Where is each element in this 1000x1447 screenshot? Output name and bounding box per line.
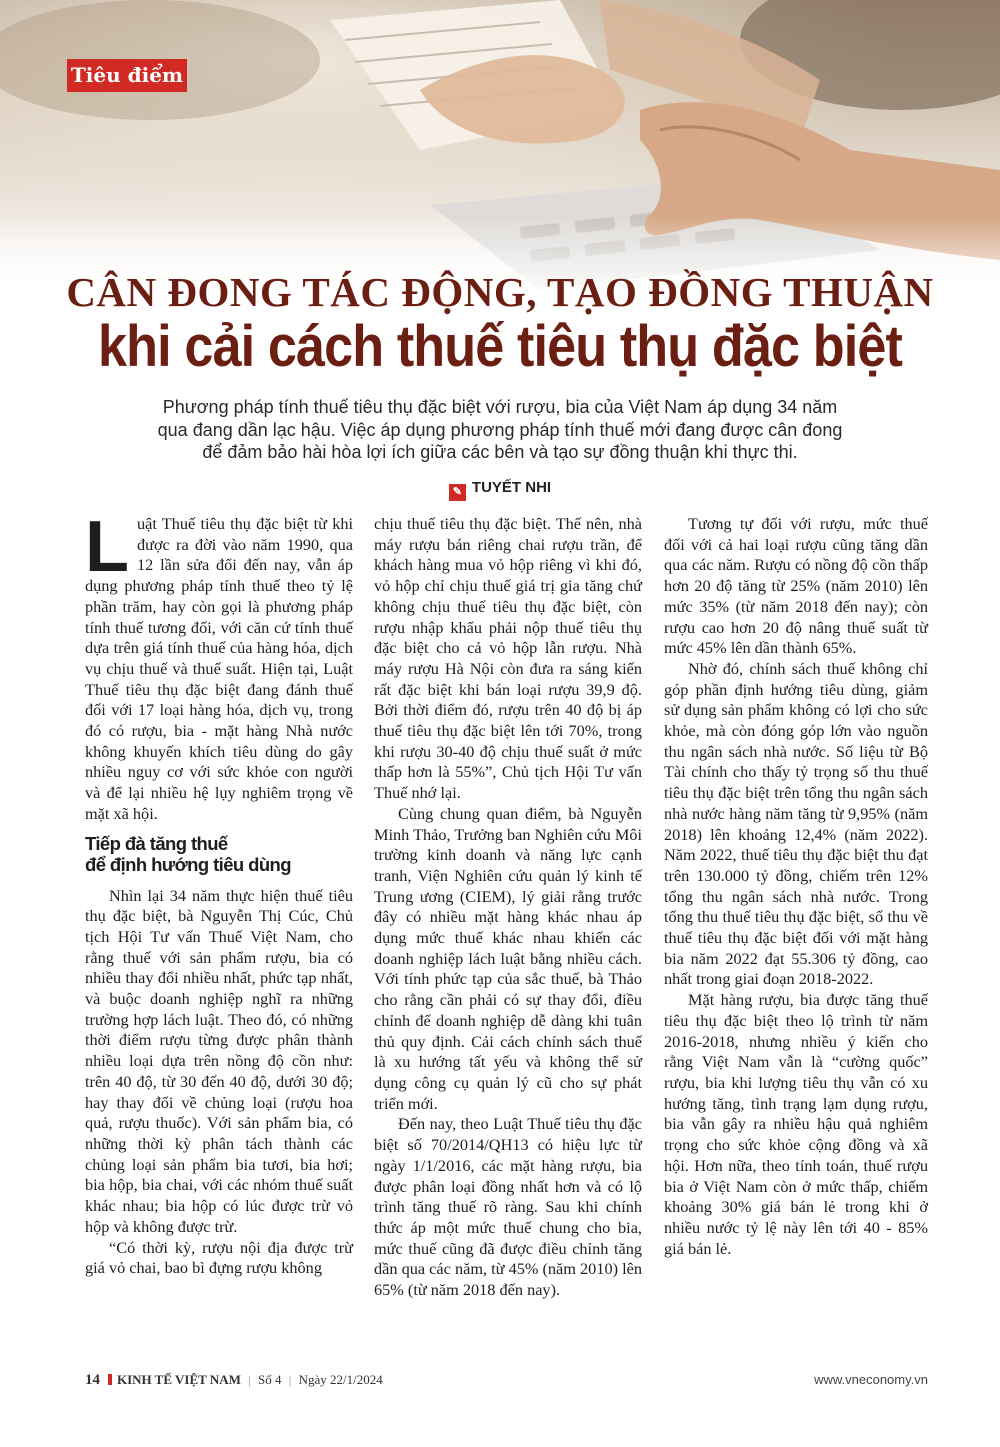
section-tag: Tiêu điểm (67, 59, 187, 92)
separator: | (248, 1372, 251, 1387)
headline-line-2: khi cải cách thuế tiêu thụ đặc biệt (98, 314, 902, 379)
article-column-2 (374, 514, 642, 1301)
pen-icon: ✎ (449, 484, 466, 501)
separator: | (288, 1372, 292, 1387)
magazine-name: KINH TẾ VIỆT NAM (117, 1372, 241, 1387)
drop-cap: L (85, 507, 129, 587)
headline-line-1: CÂN ĐONG TÁC ĐỘNG, TẠO ĐỒNG THUẬN (66, 269, 934, 315)
issue-date: Ngày 22/1/2024 (298, 1372, 383, 1387)
sapo-lead: Phương pháp tính thuế tiêu thụ đặc biệt với rượu, bia của Việt Nam áp dụng 34 năm qua đang dần lạc hậu. Việc áp dụng phương pháp tính thuế mới đang được cân đong để đảm bảo hài hòa lợi ích giữa các bên và tạo sự đồng thuận khi thực thi. (157, 397, 843, 462)
website-link[interactable]: www.vneconomy.vn (814, 1372, 928, 1387)
paragraph: Nhờ đó, chính sách thuế không chỉ góp phần định hướng tiêu dùng, giảm sử dụng sản phẩm không có lợi cho sức khỏe, mà còn đóng góp lớn vào nguồn thu ngân sách nhà nước. Số liệu từ Bộ Tài chính cho thấy tỷ trọng số thu thuế tiêu thụ đặc biệt trên tổng thu ngân sách nhà nước hàng năm tăng từ 9,95% (năm 2018) lên khoảng 12,4% (năm 2022). Năm 2022, thuế tiêu thụ đặc biệt thu đạt trên 130.000 tỷ đồng, chiếm trên 12% tổng thu ngân sách nhà nước. Trong tổng thu thuế tiêu thụ đặc biệt, số thu về thuế tiêu thụ đặc biệt đối với mặt hàng bia năm 2022 đạt 55.306 tỷ đồng, cao nhất trong giai đoạn 2018-2022. (664, 658, 928, 989)
page-footer (85, 1372, 928, 1392)
paragraph: Đến nay, theo Luật Thuế tiêu thụ đặc biệt số 70/2014/QH13 có hiệu lực từ ngày 1/1/2016, các mặt hàng rượu, bia được phân loại đồng nhất hơn và có lộ trình tăng thuế rõ ràng. Sau khi chính thức áp một mức thuế chung cho bia, mức thuế cũng đã được điều chỉnh tăng dần qua các năm, từ 45% (năm 2010) lên 65% (từ năm 2018 đến nay). (374, 1114, 642, 1300)
page-number: 14 (85, 1372, 100, 1388)
byline (0, 479, 1000, 501)
paragraph: “Có thời kỳ, rượu nội địa được trừ giá vỏ chai, bao bì đựng rượu không (85, 1237, 353, 1278)
author-name: TUYẾT NHI (471, 479, 552, 496)
paragraph: Tương tự đối với rượu, mức thuế đối với cả hai loại rượu cũng tăng dần qua các năm. Rượu có nồng độ cồn thấp hơn 20 độ tăng từ 25% (năm 2010) lên mức 35% (từ năm 2018 đến nay); còn rượu cao hơn 20 độ nâng thuế suất từ mức 45% lên dần thành 65%. (664, 514, 928, 658)
article-column-1 (85, 507, 353, 1279)
paragraph: Nhìn lại 34 năm thực hiện thuế tiêu thụ đặc biệt, bà Nguyễn Thị Cúc, Chủ tịch Hội Tư vấn Thuế Việt Nam, cho rằng thuế với sản phẩm rượu, bia có nhiều thay đổi nhiều nhất, phức tạp nhất, và buộc doanh nghiệp nghĩ ra những trường hợp lách luật. Theo đó, có những thời điểm rượu từng được phân thành nhiều loại dựa trên nồng độ cồn như: trên 40 độ, từ 30 đến 40 độ, dưới 30 độ; hay thay đổi về chủng loại (rượu hoa quả, rượu thuốc). Với sản phẩm bia, có những thời kỳ phân tách thành các chủng loại sản phẩm bia tươi, bia hơi; bia hộp, bia chai, với các nhóm thuế suất khác nhau; bia hộp có lúc được trừ vỏ hộp và không được trừ. (85, 885, 353, 1236)
hero-image (0, 0, 1000, 300)
accent-bar (108, 1374, 112, 1385)
subheading: Tiếp đà tăng thuế để định hướng tiêu dùng (85, 832, 291, 875)
paragraph: Luật Thuế tiêu thụ đặc biệt từ khi được ra đời vào năm 1990, qua 12 lần sửa đổi đến nay, vẫn áp dụng phương pháp tính thuế theo tỷ lệ phần trăm, hay còn gọi là phương pháp tính thuế tương đối, với căn cứ tính thuế dựa trên giá tính thuế của hàng hóa, dịch vụ chịu thuế và thuế suất. Hiện tại, Luật Thuế tiêu thụ đặc biệt đang đánh thuế đối với 17 loại hàng hóa, dịch vụ, trong đó có rượu, bia - mặt hàng Nhà nước không khuyến khích tiêu dùng do gây nhiều nguy cơ với sức khỏe con người và để lại nhiều hệ lụy nghiêm trọng về mặt xã hội. (85, 507, 353, 823)
paragraph: Cùng chung quan điểm, bà Nguyễn Minh Thảo, Trưởng ban Nghiên cứu Môi trường kinh doanh và năng lực cạnh tranh, Viện Nghiên cứu quản lý kinh tế Trung ương (CIEM), lý giải rằng trước đây có nhiều mặt hàng khác nhau áp dụng mức thuế khác nhau khiến các doanh nghiệp lách luật bằng nhiều cách. Với tính phức tạp của sắc thuế, bà Thảo cho rằng cần phải có sự thay đổi, điều chỉnh để doanh nghiệp dễ dàng khi tuân thủ quy định. Cải cách chính sách thuế là xu hướng tất yếu và không thể sử dụng công cụ quản lý cũ cho sự phát triển mới. (374, 803, 642, 1113)
paragraph: Mặt hàng rượu, bia được tăng thuế tiêu thụ đặc biệt theo lộ trình từ năm 2016-2018, nhưng nhiều ý kiến cho rằng Việt Nam vẫn là “cường quốc” rượu, bia khi lượng tiêu thụ vẫn có xu hướng tăng, tình trạng lạm dụng rượu, bia vẫn gây ra nhiều hậu quả nghiêm trọng cho sức khỏe cộng đồng và xã hội. Hơn nữa, theo tính toán, thuế rượu bia ở Việt Nam còn ở mức thấp, chiếm khoảng 30% giá bán lẻ trong khi ở nhiều nước tỷ lệ này lên tới 40 - 85% giá bán lẻ. (664, 990, 928, 1258)
paragraph: chịu thuế tiêu thụ đặc biệt. Thế nên, nhà máy rượu bán riêng chai rượu trần, để khách hàng mua vỏ hộp riêng vì khi đó, vỏ hộp chỉ chịu thuế giá trị gia tăng chứ không chịu thuế tiêu thụ đặc biệt, còn rượu nhập khẩu phải nộp thuế tiêu thụ đặc biệt cho cả vỏ hộp lẫn rượu. Nhà máy rượu Hà Nội còn đưa ra sáng kiến rất đặc biệt khi bán loại rượu 39,9 độ. Bởi thời điểm đó, rượu trên 40 độ bị áp thuế tiêu thụ đặc biệt lên tới 70%, trong khi rượu 30-40 độ chịu thuế suất ở mức thấp hơn là 55%”, Chủ tịch Hội Tư vấn Thuế nhớ lại. (374, 514, 642, 803)
article-column-3 (664, 514, 928, 1259)
hero-photo-hands-calculator (0, 0, 1000, 300)
issue-number: Số 4 (258, 1372, 282, 1387)
